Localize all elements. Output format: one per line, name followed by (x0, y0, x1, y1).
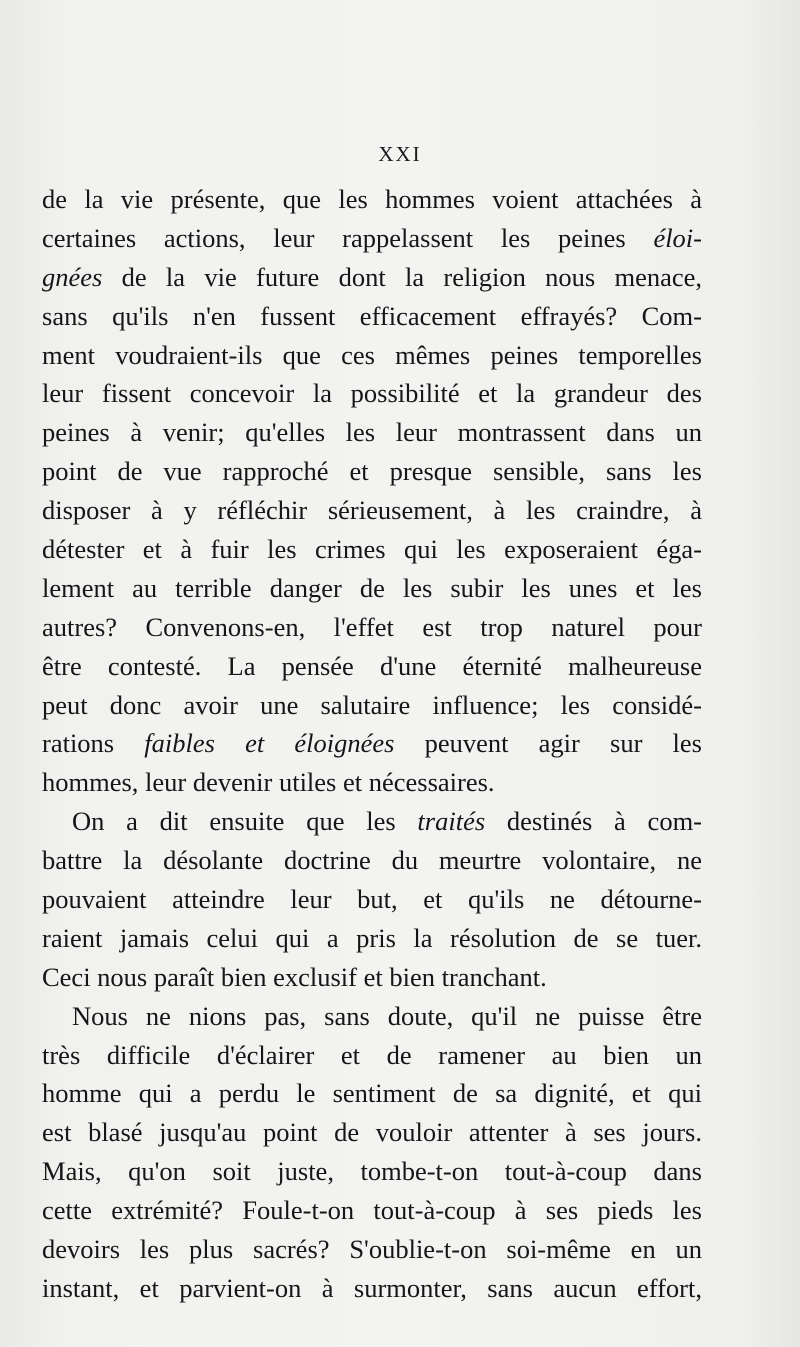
text-run: est blasé jusqu'au point de vouloir attenter à ses jours. (42, 1117, 702, 1148)
text-run: peines à venir; qu'elles les leur montrassent dans un (42, 417, 702, 448)
text-run: Nous ne nions pas, sans doute, qu'il ne puisse être (72, 1000, 702, 1031)
text-run: destinés à com- (485, 806, 703, 837)
text-line (42, 180, 702, 219)
paragraph (42, 180, 702, 802)
text-run: certaines actions, leur rappelassent les peines (42, 222, 654, 253)
text-run: sans qu'ils n'en fussent efficacement effrayés? Com- (42, 300, 702, 331)
text-run: leur fissent concevoir la possibilité et la grandeur des (42, 378, 702, 409)
text-line (42, 258, 702, 297)
text-run: de la vie présente, que les hommes voient attachées à (42, 184, 702, 214)
text-line (42, 1269, 702, 1308)
text-line (42, 919, 702, 958)
text-run: On a dit ensuite que les (72, 806, 418, 837)
text-line (42, 997, 702, 1036)
text-line (42, 958, 702, 997)
text-run: cette extrémité? Foule-t-on tout-à-coup à ses pieds les (42, 1195, 702, 1226)
text-line (42, 336, 702, 375)
text-line (42, 1036, 702, 1075)
italic-text: gnées (42, 261, 103, 292)
text-run: raient jamais celui qui a pris la résolution de se tuer. (42, 922, 702, 953)
italic-text: éloi- (653, 222, 702, 253)
paragraph (42, 997, 702, 1308)
text-line (42, 1074, 702, 1113)
text-run: battre la désolante doctrine du meurtre volontaire, ne (42, 845, 702, 876)
text-run: détester et à fuir les crimes qui les exposeraient éga- (42, 534, 702, 565)
text-line (42, 452, 702, 491)
text-line (42, 1152, 702, 1191)
text-line (42, 802, 702, 841)
text-run: Mais, qu'on soit juste, tombe-t-on tout-à-coup dans (42, 1156, 702, 1187)
page-number: XXI (378, 142, 422, 166)
italic-text: traités (417, 806, 486, 837)
text-line (42, 880, 702, 919)
text-run: Ceci nous paraît bien exclusif et bien tranchant. (42, 961, 547, 992)
text-line (42, 491, 702, 530)
text-run: peut donc avoir une salutaire influence; les considé- (42, 689, 702, 720)
text-run: instant, et parvient-on à surmonter, sans aucun effort, (42, 1272, 702, 1303)
text-line (42, 530, 702, 569)
text-line (42, 647, 702, 686)
text-run: très difficile d'éclairer et de ramener au bien un (42, 1039, 702, 1070)
text-run: point de vue rapproché et presque sensible, sans les (42, 456, 702, 487)
text-line (42, 1113, 702, 1152)
text-run: autres? Convenons-en, l'effet est trop naturel pour (42, 611, 702, 642)
text-run: de la vie future dont la religion nous menace, (102, 261, 702, 292)
text-line (42, 413, 702, 452)
text-run: pouvaient atteindre leur but, et qu'ils ne détourne- (42, 884, 702, 915)
text-run: être contesté. La pensée d'une éternité malheureuse (42, 650, 702, 681)
text-line (42, 569, 702, 608)
text-run: peuvent agir sur les (394, 728, 702, 759)
text-run: lement au terrible danger de les subir les unes et les (42, 572, 702, 603)
body-text (42, 180, 702, 1308)
text-run: homme qui a perdu le sentiment de sa dignité, et qui (42, 1078, 702, 1109)
text-line (42, 1191, 702, 1230)
text-run: devoirs les plus sacrés? S'oublie-t-on soi-même en un (42, 1234, 702, 1265)
text-line (42, 841, 702, 880)
text-line (42, 763, 702, 802)
text-line (42, 1230, 702, 1269)
text-line (42, 374, 702, 413)
text-line (42, 724, 702, 763)
italic-text: faibles et éloignées (144, 728, 395, 759)
text-line (42, 297, 702, 336)
text-run: disposer à y réfléchir sérieusement, à les craindre, à (42, 495, 702, 526)
paragraph (42, 802, 702, 996)
text-line (42, 686, 702, 725)
text-line (42, 219, 702, 258)
text-run: ment voudraient-ils que ces mêmes peines temporelles (42, 339, 702, 370)
text-run: rations (42, 728, 145, 759)
text-run: hommes, leur devenir utiles et nécessaires. (42, 767, 495, 798)
text-line (42, 608, 702, 647)
